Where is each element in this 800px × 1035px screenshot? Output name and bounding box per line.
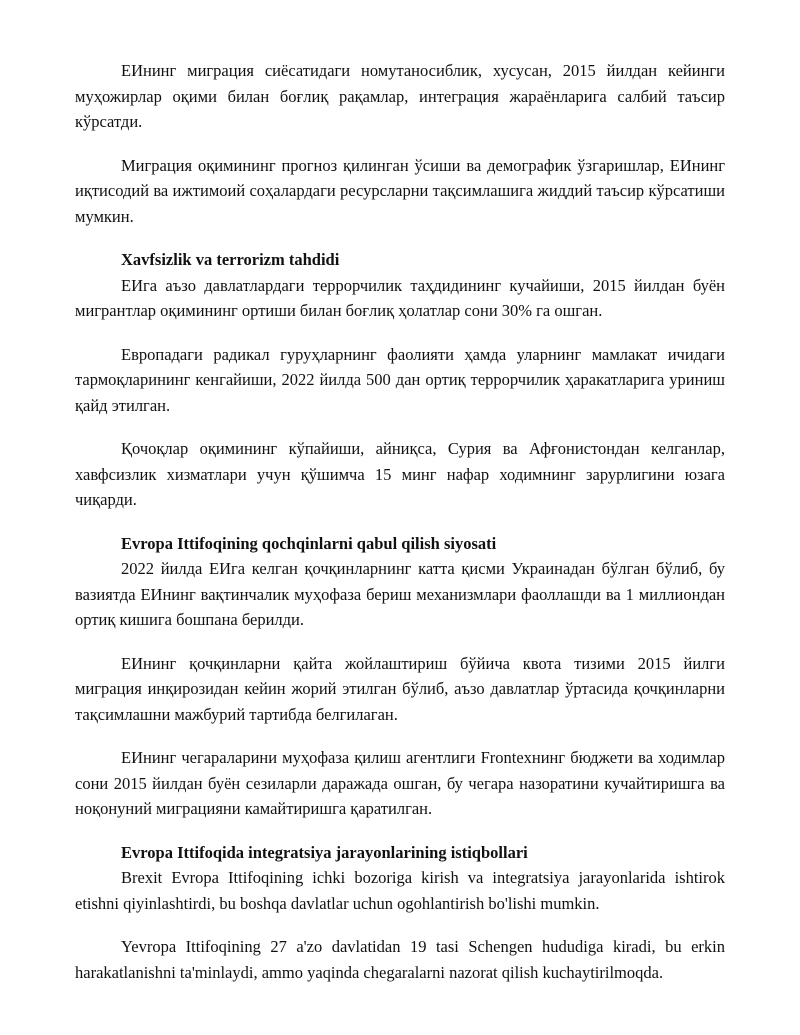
document-page <box>75 58 725 1003</box>
paragraph-migration-forecast: Миграция оқимининг прогноз қилинган ўсиши ва демографик ўзгаришлар, ЕИнинг иқтисодий ва ижтимоий соҳалардаги ресурсларни тақсимлашига жиддий таъсир кўрсатиши мумкин. <box>75 155 725 226</box>
paragraph-refugee-flow: Қочоқлар оқимининг кўпайиши, айниқса, Сурия ва Афғонистондан келганлар, хавфсизлик хизматлари учун қўшимча 15 минг нафар ходимнинг зарурлигини юзага чиқарди. <box>75 439 725 509</box>
section-heading-integration: Evropa Ittifoqida integratsiya jarayonlarining istiqbollari <box>121 842 528 862</box>
paragraph-ukraine-refugees: 2022 йилда ЕИга келган қочқинларнинг катта қисми Украинадан бўлган бўлиб, бу вазиятда ЕИнинг вақтинчалик муҳофаза бериш механизмлари фаоллашди ва 1 миллиондан ортиқ кишига бошпана берилди. <box>75 559 725 629</box>
paragraph-schengen: Yevropa Ittifoqining 27 a'zo davlatidan 19 tasi Schengen hududiga kiradi, bu erkin harakatlanishni ta'minlaydi, ammo yaqinda chegaralarni nazorat qilish kuchaytirilmoqda. <box>75 937 725 982</box>
section-heading-refugee-policy: Evropa Ittifoqining qochqinlarni qabul qilish siyosati <box>121 533 497 553</box>
paragraph-migration-imbalance: ЕИнинг миграция сиёсатидаги номутаносиблик, хусусан, 2015 йилдан кейинги муҳожирлар оқими билан боғлиқ рақамлар, интеграция жараёнларига салбий таъсир кўрсатди. <box>75 61 725 131</box>
paragraph-frontex: ЕИнинг чегараларини муҳофаза қилиш агентлиги Frontexнинг бюджети ва ходимлар сони 2015 йилдан буён сезиларли даражада ошган, бу чегара назоратини кучайтиришга ва ноқонуний миграцияни камайтиришга қаратилган. <box>75 748 725 818</box>
paragraph-terror-threat: ЕИга аъзо давлатлардаги террорчилик таҳдидининг кучайиши, 2015 йилдан буён мигрантлар оқимининг ортиши билан боғлиқ ҳолатлар сони 30% га ошган. <box>75 275 725 320</box>
paragraph-brexit: Brexit Evropa Ittifoqining ichki bozoriga kirish va integratsiya jarayonlarida ishtirok etishni qiyinlashtirdi, bu boshqa davlatlar uchun ogohlantirish bo'lishi mumkin. <box>75 868 725 913</box>
section-heading-security: Xavfsizlik va terrorizm tahdidi <box>121 250 340 269</box>
paragraph-quota-system: ЕИнинг қочқинларни қайта жойлаштириш бўйича квота тизими 2015 йилги миграция инқирозидан кейин жорий этилган бўлиб, аъзо давлатлар ўртасида қочқинларни тақсимлашни мажбурий тартибда белгилаган. <box>75 653 725 724</box>
paragraph-radical-groups: Европадаги радикал гуруҳларнинг фаолияти ҳамда уларнинг мамлакат ичидаги тармоқларининг кенгайиши, 2022 йилда 500 дан ортиқ террорчилик ҳаракатларига уриниш қайд этилган. <box>75 344 725 415</box>
